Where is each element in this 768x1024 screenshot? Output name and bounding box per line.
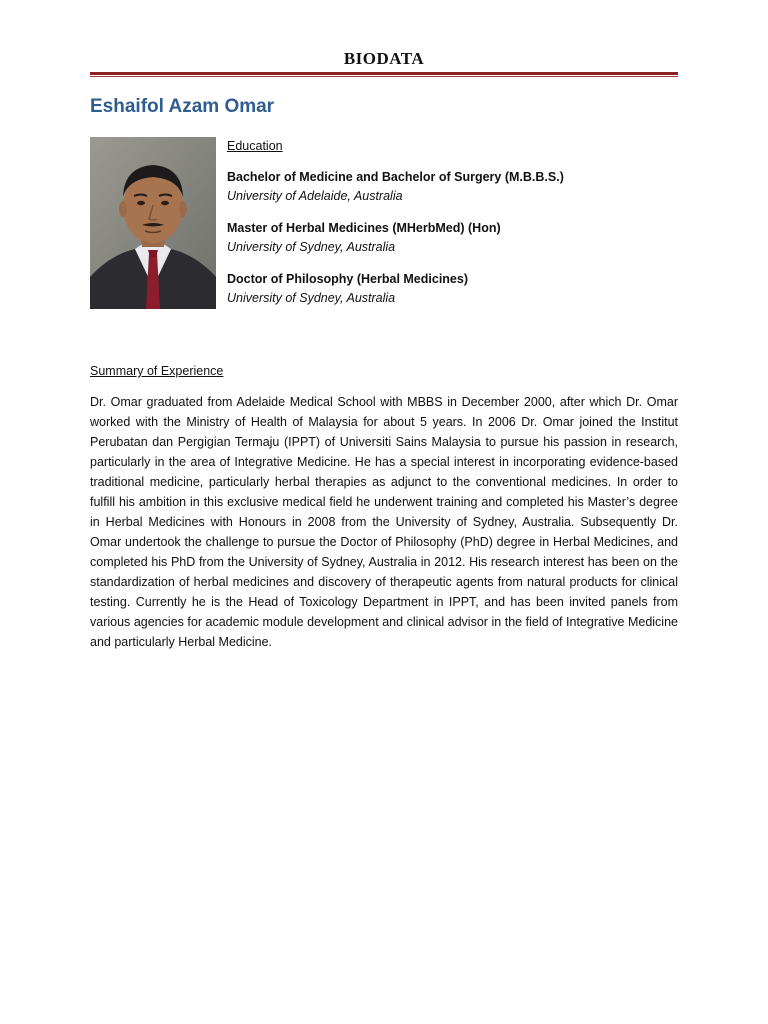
summary-paragraph: Dr. Omar graduated from Adelaide Medical School with MBBS in December 2000, after which Dr. Omar worked with the Ministry of Health of Malaysia for about 5 years. In 2006 Dr. Omar joined the Institut Perubatan dan Pergigian Termaju (IPPT) of Universiti Sains Malaysia to pursue his passion in research, particularly in the area of Integrative Medicine. He has a special interest in incorporating evidence-based traditional medicine, particularly herbal therapies as adjunct to the conventional medicines. In order to fulfill his ambition in this exclusive medical field he underwent training and completed his Master’s degree in Herbal Medicines with Honours in 2008 from the University of Sydney, Australia. Subsequently Dr. Omar undertook the challenge to pursue the Doctor of Philosophy (PhD) degree in Herbal Medicines, and completed his PhD from the University of Sydney, Australia in 2012. His research interest has been on the standardization of herbal medicines and discovery of therapeutic agents from natural products for clinical testing. Currently he is the Head of Toxicology Department in IPPT, and has been invited panels from various agencies for academic module development and clinical advisor in the field of Integrative Medicine and particularly Herbal Medicine. [90, 395, 678, 649]
degree-title: Bachelor of Medicine and Bachelor of Surgery (M.B.B.S.) [227, 170, 564, 184]
summary-heading: Summary of Experience [90, 364, 224, 378]
degree-school: University of Adelaide, Australia [227, 189, 403, 203]
degree-school: University of Sydney, Australia [227, 291, 396, 305]
person-name: Eshaifol Azam Omar [90, 96, 275, 117]
title-rule-thin [90, 76, 678, 77]
degree-title: Master of Herbal Medicines (MHerbMed) (Hon) [227, 221, 501, 235]
profile-photo [90, 137, 216, 309]
education-section [227, 139, 677, 321]
degree-item [227, 219, 677, 257]
degree-item [227, 270, 677, 308]
degree-title: Doctor of Philosophy (Herbal Medicines) [227, 272, 468, 286]
portrait-illustration [90, 137, 216, 309]
education-heading: Education [227, 139, 283, 153]
degree-item [227, 168, 677, 206]
degree-school: University of Sydney, Australia [227, 240, 396, 254]
document-title: BIODATA [343, 49, 425, 68]
title-rule-thick [90, 72, 678, 75]
